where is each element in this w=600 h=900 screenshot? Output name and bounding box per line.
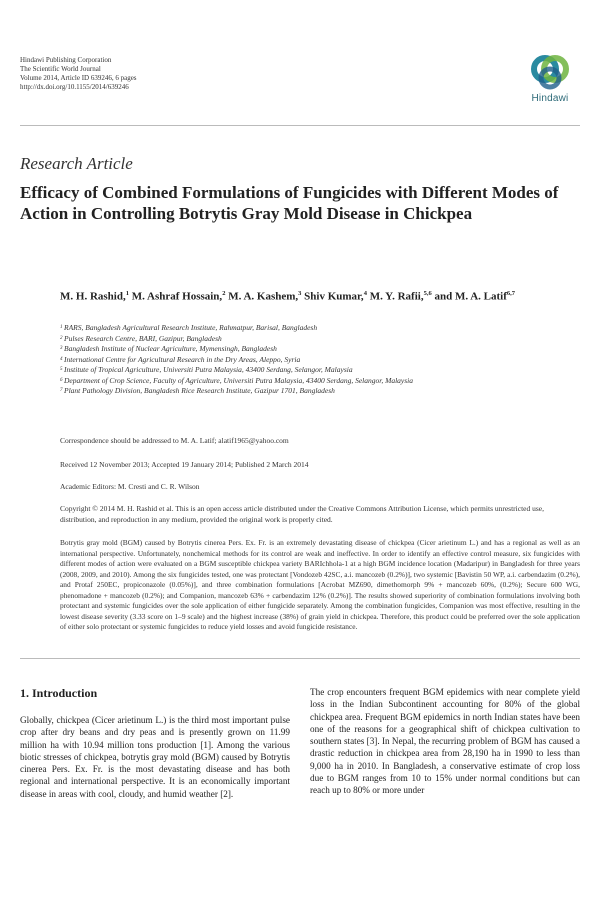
intro-left-column	[20, 714, 290, 800]
affiliation-number: 2	[60, 335, 63, 341]
affiliation-text: Bangladesh Institute of Nuclear Agriculture, Mymensingh, Bangladesh	[64, 344, 277, 353]
affiliation-list	[60, 323, 560, 397]
divider	[20, 658, 580, 659]
journal-header	[20, 56, 137, 92]
affiliation-number: 1	[60, 325, 63, 330]
divider	[20, 125, 580, 126]
affiliation	[60, 344, 560, 355]
affiliation-number: 6	[60, 377, 63, 383]
paragraph: Globally, chickpea (Cicer arietinum L.) is the third most important pulse crop after dry beans and dry peas and is presently grown on 11.99 million ha with 10.94 million tons production [1]. Among the various biotic stresses of chickpea, botrytis gray mold (BGM) caused by Botrytis cinerea Pers. Ex. Fr. is the most devastating disease and has both regional and international perspective. It is an economically important disease in areas with cool, cloudy, and humid weather [2].	[20, 715, 290, 799]
logo-text: Hindawi	[531, 93, 569, 104]
abstract: Botrytis gray mold (BGM) caused by Botrytis cinerea Pers. Ex. Fr. is an extremely devastating disease of chickpea (Cicer arietinum L.) and has a regional as well as an international perspective. Unfortunately, nonchemical methods for its control are weak and ineffective. In order to identify an effective control measure, six fungicides with different modes of action were evaluated on a BGM susceptible chickpea variety BARIchhola-1 at a high BGM incidence location (Madaripur) in Bangladesh for three years (2008, 2009, and 2010). Among the six fungicides tested, one was protectant [Vondozeb 42SC, a.i. mancozeb (0.2%)], two systemic [Bavistin 50 WP, a.i. carbendazim (0.2%), and Protaf 250EC, propiconazole (0.05%)], and three combination formulations [Acrobat MZ690, dimethomorph 9% + mancozeb 60%, (0.2%); Secure 600 WG, phenomadone + mancozeb (0.2%); and Companion, mancozeb 63% + carbendazim 12% (0.2%)]. The results showed superiority of combination formulations involving both protectant and systemic fungicides over the sole application of either fungicide separately. Among the combination fungicides, Companion was most effective, resulting in the lowest disease severity (3.33 score on 1–9 scale) and the highest increase (38%) of grain yield in chickpea. Therefore, this product could be preferred over the sole application of either solo protectant or systemic fungicides to reduce yield losses and avoid fungicide resistance.	[60, 538, 580, 631]
author-affiliation-mark: 2	[222, 290, 226, 297]
affiliation	[60, 334, 560, 345]
header-line: Volume 2014, Article ID 639246, 6 pages	[20, 74, 137, 82]
affiliation-text: RARS, Bangladesh Agricultural Research Institute, Rahmatpur, Barisal, Bangladesh	[64, 323, 318, 332]
affiliation-number: 4	[60, 356, 63, 362]
affiliation	[60, 376, 560, 387]
author-name: M. Ashraf Hossain,	[131, 290, 223, 303]
header-line: The Scientific World Journal	[20, 65, 101, 73]
doi-link[interactable]: http://dx.doi.org/10.1155/2014/639246	[20, 83, 129, 91]
affiliation-text: Department of Crop Science, Faculty of Agriculture, Universiti Putra Malaysia, 43400 Serdang, Selangor, Malaysia	[64, 375, 413, 385]
header-line: Hindawi Publishing Corporation	[20, 56, 112, 64]
affiliation	[60, 365, 560, 376]
hindawi-logo	[524, 54, 576, 112]
author-affiliation-mark: 1	[125, 290, 129, 297]
correspondence: Correspondence should be addressed to M. A. Latif; alatif1965@yahoo.com	[60, 436, 289, 445]
affiliation-number: 7	[60, 388, 63, 393]
article-type: Research Article	[20, 154, 133, 173]
academic-editors: Academic Editors: M. Cresti and C. R. Wilson	[60, 482, 200, 491]
affiliation-text: Institute of Tropical Agriculture, Universiti Putra Malaysia, 43400 Serdang, Selangor, Malaysia	[64, 365, 353, 374]
author-affiliation-mark: 4	[363, 290, 367, 297]
paragraph: The crop encounters frequent BGM epidemics with near complete yield loss in the Indian Subcontinent accounting for 80% of the global chickpea area. Frequent BGM epidemics in north Indian states have been one of the reasons for a geographical shift of chickpea cultivation to southern states [3]. In Nepal, the recurring problem of BGM has caused a drastic reduction in chickpea area from 28,190 ha in 1990 to less than 9,000 ha in 2010. In Bangladesh, a conservative estimate of crop loss due to BGM ranges from 10 to 15% under normal conditions but can reach up to 80% or more under	[310, 687, 580, 796]
affiliation	[60, 386, 560, 397]
publication-dates: Received 12 November 2013; Accepted 19 January 2014; Published 2 March 2014	[60, 460, 309, 469]
author-name: Shiv Kumar,	[304, 290, 364, 303]
affiliation-number: 5	[60, 367, 63, 372]
author-list	[60, 286, 540, 305]
author-name: M. H. Rashid,	[60, 290, 126, 303]
author-affiliation-mark: 6,7	[506, 290, 516, 297]
article-title: Efficacy of Combined Formulations of Fungicides with Different Modes of Action in Controlling Botrytis Gray Mold Disease in Chickpea	[20, 183, 559, 223]
affiliation-number: 3	[60, 346, 63, 351]
author-affiliation-mark: 5,6	[423, 290, 432, 297]
affiliation	[60, 323, 560, 334]
section-heading: 1. Introduction	[20, 686, 98, 700]
affiliation	[60, 355, 560, 366]
affiliation-text: Plant Pathology Division, Bangladesh Rice Research Institute, Gazipur 1701, Bangladesh	[64, 386, 335, 395]
copyright-notice: Copyright © 2014 M. H. Rashid et al. This is an open access article distributed under the Creative Commons Attribution License, which permits unrestricted use, distribution, and reproduction in any medium, provided the original work is properly cited.	[60, 504, 545, 524]
hindawi-logo-icon	[530, 54, 570, 92]
author-name: M. A. Kashem,	[228, 290, 299, 303]
affiliation-text: International Centre for Agricultural Research in the Dry Areas, Aleppo, Syria	[64, 354, 301, 364]
intro-right-column	[310, 686, 580, 797]
author-name: and M. A. Latif	[434, 290, 507, 303]
author-name: M. Y. Rafii,	[369, 290, 424, 303]
affiliation-text: Pulses Research Centre, BARI, Gazipur, Bangladesh	[64, 333, 222, 343]
author-affiliation-mark: 3	[298, 290, 302, 297]
